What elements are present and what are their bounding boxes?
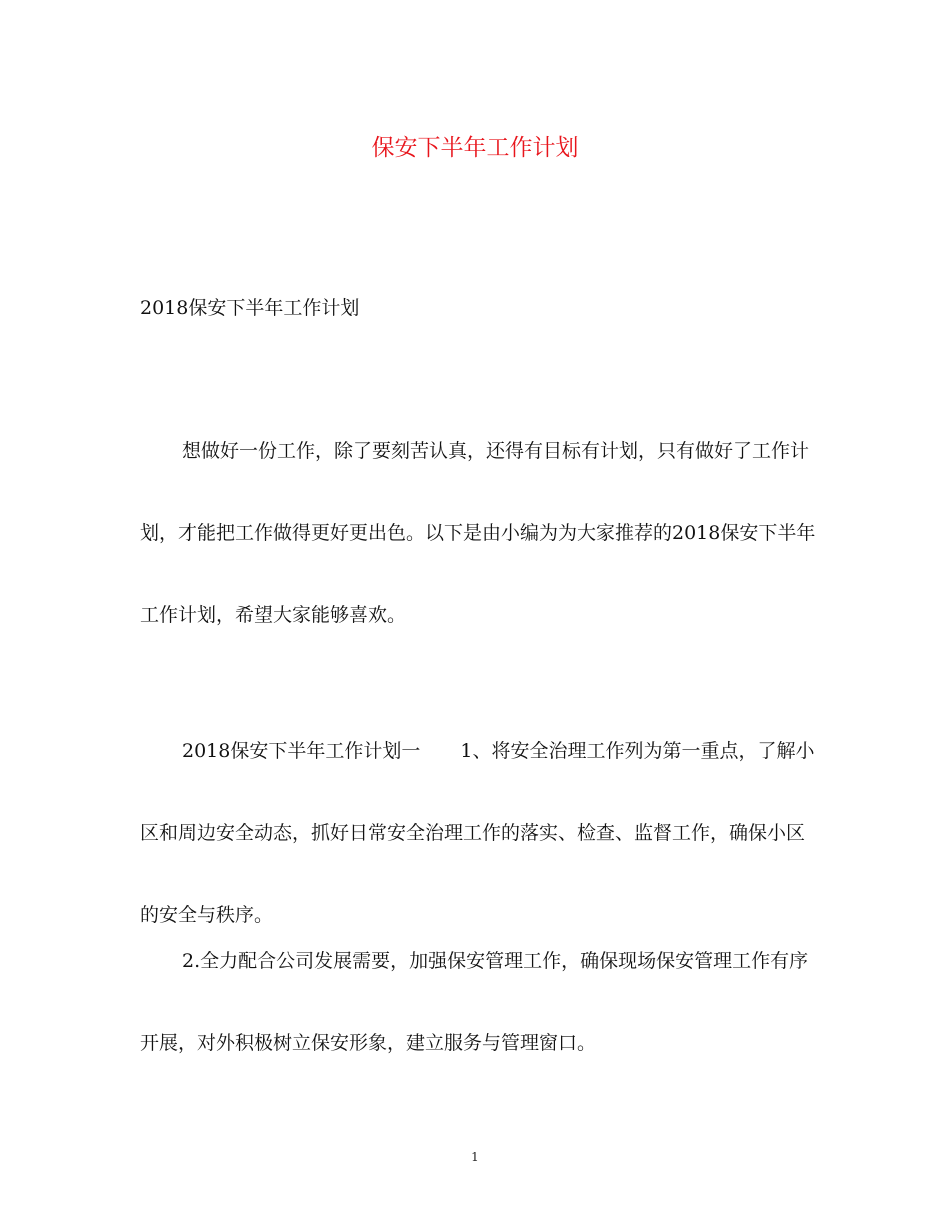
page-number: 1 — [471, 1150, 479, 1164]
document-title: 保安下半年工作计划 — [371, 135, 579, 161]
intro-paragraph: 想做好一份工作，除了要刻苦认真，还得有目标有计划，只有做好了工作计划，才能把工作做得更好更出色。以下是由小编为为大家推荐的2018保安下半年工作计划，希望大家能够喜欢。 — [140, 440, 816, 626]
section-heading: 2018保安下半年工作计划一 — [182, 740, 421, 762]
plan-item-2: 2.全力配合公司发展需要，加强保安管理工作，确保现场保安管理工作有序开展，对外积极树立保安形象，建立服务与管理窗口。 — [140, 950, 809, 1054]
plan-item-1: 1、将安全治理工作列为第一重点，了解小区和周边安全动态，抓好日常安全治理工作的落实、检查、监督工作，确保小区的安全与秩序。 — [140, 740, 815, 926]
document-subtitle: 2018保安下半年工作计划 — [140, 297, 360, 319]
